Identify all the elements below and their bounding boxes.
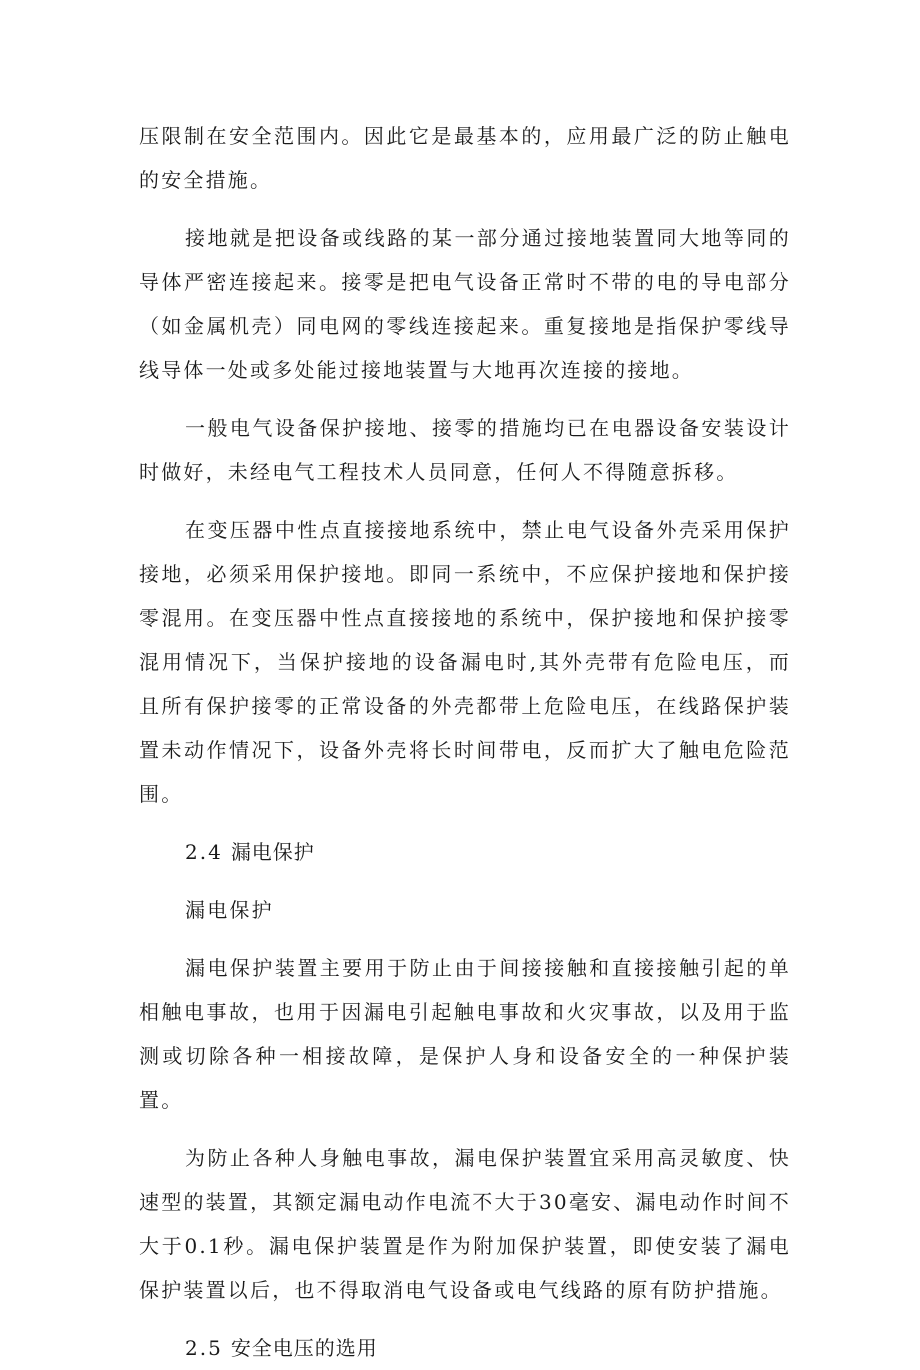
paragraph-leakage-device-purpose: 漏电保护装置主要用于防止由于间接接触和直接接触引起的单相触电事故，也用于因漏电引起触电事故和火灾事故，以及用于监测或切除各种一相接故障，是保护人身和设备安全的一种保护装置。	[139, 956, 791, 1112]
section-number: 2.4	[185, 840, 223, 864]
paragraph-leakage-device-spec: 为防止各种人身触电事故，漏电保护装置宜采用高灵敏度、快速型的装置，其额定漏电动作电流不大于30毫安、漏电动作时间不大于0.1秒。漏电保护装置是作为附加保护装置，即使安装了漏电保护装置以后，也不得取消电气设备或电气线路的原有防护措施。	[139, 1146, 791, 1302]
section-heading-2-5	[139, 1326, 791, 1370]
paragraph-continuation: 压限制在安全范围内。因此它是最基本的，应用最广泛的防止触电的安全措施。	[139, 124, 791, 192]
section-heading-2-4	[139, 830, 791, 874]
section-number: 2.5	[185, 1336, 223, 1360]
section-title: 安全电压的选用	[230, 1336, 378, 1360]
paragraph-grounding-definition: 接地就是把设备或线路的某一部分通过接地装置同大地等同的导体严密连接起来。接零是把电气设备正常时不带的电的导电部分（如金属机壳）同电网的零线连接起来。重复接地是指保护零线导线导体一处或多处能过接地装置与大地再次连接的接地。	[139, 226, 791, 382]
document-body	[139, 114, 791, 1370]
paragraph-transformer-neutral: 在变压器中性点直接接地系统中，禁止电气设备外壳采用保护接地，必须采用保护接地。即同一系统中，不应保护接地和保护接零混用。在变压器中性点直接接地的系统中，保护接地和保护接零混用情况下，当保护接地的设备漏电时,其外壳带有危险电压，而且所有保护接零的正常设备的外壳都带上危险电压，在线路保护装置未动作情况下，设备外壳将长时间带电，反而扩大了触电危险范围。	[139, 518, 791, 806]
section-title: 漏电保护	[230, 840, 315, 864]
paragraph-grounding-measures: 一般电气设备保护接地、接零的措施均已在电器设备安装设计时做好，未经电气工程技术人员同意，任何人不得随意拆移。	[139, 416, 791, 484]
subheading-leakage-protection: 漏电保护	[185, 898, 274, 922]
